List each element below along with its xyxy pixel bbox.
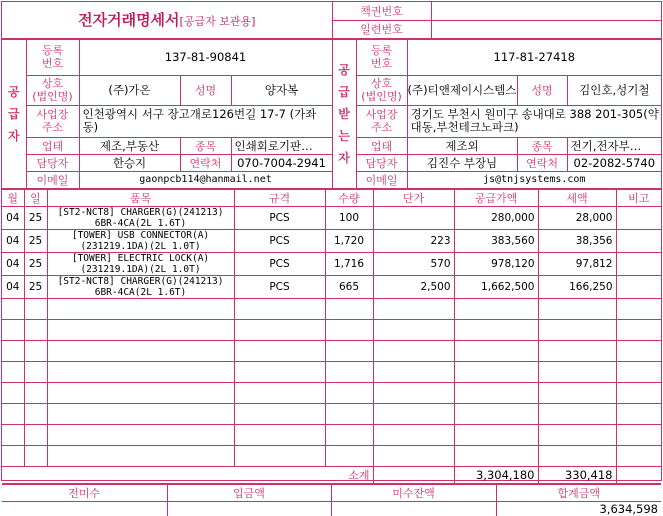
receiver-email: js@tnjsystems.com bbox=[407, 171, 661, 188]
empty-row bbox=[2, 403, 661, 424]
cell-item bbox=[47, 445, 234, 466]
cell-tax: 28,000 bbox=[538, 206, 616, 229]
items-table bbox=[2, 189, 661, 484]
cell-tax bbox=[538, 319, 616, 340]
cell-item bbox=[47, 298, 234, 319]
cell-supply-amount bbox=[454, 319, 538, 340]
cell-qty: 1,716 bbox=[325, 252, 373, 275]
table-row bbox=[2, 206, 661, 229]
cell-day bbox=[24, 319, 47, 340]
cell-month bbox=[2, 298, 24, 319]
cell-month bbox=[2, 361, 24, 382]
cell-day bbox=[24, 424, 47, 445]
subtotal-supply-amount: 3,304,180 bbox=[454, 466, 538, 483]
supplier-contact-label: 연락처 bbox=[180, 154, 231, 171]
cell-spec bbox=[234, 424, 325, 445]
supplier-email-label: 이메일 bbox=[26, 171, 79, 188]
cell-note bbox=[616, 229, 661, 252]
receiver-business-item: 전기,전자부… bbox=[567, 137, 661, 154]
cell-qty bbox=[325, 424, 373, 445]
cell-note bbox=[616, 361, 661, 382]
cell-spec bbox=[234, 403, 325, 424]
cell-spec: PCS bbox=[234, 206, 325, 229]
empty-row bbox=[2, 361, 661, 382]
cell-tax bbox=[538, 445, 616, 466]
cell-day: 25 bbox=[24, 275, 47, 298]
cell-month bbox=[2, 403, 24, 424]
cell-unit-price bbox=[373, 424, 454, 445]
cell-supply-amount bbox=[454, 382, 538, 403]
totals-table bbox=[2, 484, 661, 516]
transaction-statement bbox=[1, 1, 662, 481]
cell-note bbox=[616, 382, 661, 403]
table-row bbox=[2, 229, 661, 252]
cell-day: 25 bbox=[24, 229, 47, 252]
cell-qty: 665 bbox=[325, 275, 373, 298]
cell-supply-amount bbox=[454, 361, 538, 382]
cell-unit-price: 570 bbox=[373, 252, 454, 275]
cell-supply-amount: 1,662,500 bbox=[454, 275, 538, 298]
table-row bbox=[2, 252, 661, 275]
supplier-business-type: 제조,부동산 bbox=[79, 137, 180, 154]
receiver-business-item-label: 종목 bbox=[517, 137, 567, 154]
cell-day bbox=[24, 361, 47, 382]
copy-label: [공급자 보관용] bbox=[180, 15, 256, 28]
receiver-name-label: 성명 bbox=[517, 75, 567, 105]
cell-note bbox=[616, 403, 661, 424]
cell-tax bbox=[538, 298, 616, 319]
supplier-name: 양자복 bbox=[231, 75, 332, 105]
cell-spec bbox=[234, 319, 325, 340]
supplier-business-item: 인쇄회로기판… bbox=[231, 137, 332, 154]
receiver-contact-label: 연락처 bbox=[517, 154, 567, 171]
unpaid-value bbox=[2, 501, 167, 516]
receiver-contact: 02-2082-5740 bbox=[567, 154, 661, 171]
col-tax: 세액 bbox=[538, 189, 616, 206]
empty-row bbox=[2, 298, 661, 319]
receiver-side-text: 공급받는자 bbox=[338, 59, 350, 169]
subtotal-tax: 330,418 bbox=[538, 466, 616, 483]
supplier-email: gaonpcb114@hanmail.net bbox=[79, 171, 332, 188]
cell-item bbox=[47, 319, 234, 340]
cell-unit-price bbox=[373, 445, 454, 466]
cell-month: 04 bbox=[2, 275, 24, 298]
cell-spec: PCS bbox=[234, 252, 325, 275]
supplier-name-label: 성명 bbox=[180, 75, 231, 105]
cell-qty: 100 bbox=[325, 206, 373, 229]
balance-label: 미수잔액 bbox=[331, 484, 496, 501]
supplier-address: 인천광역시 서구 장고개로126번길 17-7 (가좌동) bbox=[79, 105, 332, 137]
cell-spec bbox=[234, 445, 325, 466]
cell-item bbox=[47, 424, 234, 445]
cell-day bbox=[24, 340, 47, 361]
cell-day bbox=[24, 382, 47, 403]
cell-qty bbox=[325, 361, 373, 382]
col-qty: 수량 bbox=[325, 189, 373, 206]
col-spec: 규격 bbox=[234, 189, 325, 206]
empty-row bbox=[2, 445, 661, 466]
cell-day: 25 bbox=[24, 252, 47, 275]
title-text: 전자거래명세서 bbox=[78, 11, 179, 29]
empty-row bbox=[2, 382, 661, 403]
cell-spec: PCS bbox=[234, 229, 325, 252]
cell-unit-price bbox=[373, 319, 454, 340]
cell-qty bbox=[325, 445, 373, 466]
cell-supply-amount bbox=[454, 340, 538, 361]
cell-supply-amount: 383,560 bbox=[454, 229, 538, 252]
cell-supply-amount bbox=[454, 445, 538, 466]
cell-month: 04 bbox=[2, 229, 24, 252]
subtotal-note bbox=[616, 466, 661, 483]
cell-supply-amount bbox=[454, 424, 538, 445]
serial-no-value bbox=[431, 20, 661, 38]
cell-spec bbox=[234, 298, 325, 319]
cell-item: [ST2-NCT8] CHARGER(G)(241213) 6BR-4CA(2L 1.6T) bbox=[47, 206, 234, 229]
received-label: 입금액 bbox=[167, 484, 331, 501]
cell-note bbox=[616, 319, 661, 340]
cell-qty bbox=[325, 298, 373, 319]
receiver-manager: 김진수 부장님 bbox=[407, 154, 517, 171]
total-label: 합계금액 bbox=[496, 484, 661, 501]
unpaid-label: 전미수 bbox=[2, 484, 167, 501]
receiver-business-type: 제조외 bbox=[407, 137, 517, 154]
receiver-company: (주)티앤제이시스템스 bbox=[407, 75, 517, 105]
cell-item: [TOWER] USB CONNECTOR(A) (231219.1DA)(2L 1.0T) bbox=[47, 229, 234, 252]
empty-row bbox=[2, 319, 661, 340]
cell-tax: 166,250 bbox=[538, 275, 616, 298]
col-day: 일 bbox=[24, 189, 47, 206]
cell-month bbox=[2, 382, 24, 403]
receiver-email-label: 이메일 bbox=[356, 171, 407, 188]
receiver-manager-label: 담당자 bbox=[356, 154, 407, 171]
cell-tax: 97,812 bbox=[538, 252, 616, 275]
cell-supply-amount: 280,000 bbox=[454, 206, 538, 229]
receiver-side-label bbox=[332, 39, 356, 188]
item-rows bbox=[2, 206, 661, 466]
col-month: 월 bbox=[2, 189, 24, 206]
cell-note bbox=[616, 252, 661, 275]
supplier-address-label: 사업장 주소 bbox=[26, 105, 79, 137]
cell-qty bbox=[325, 382, 373, 403]
cell-item: [ST2-NCT8] CHARGER(G)(241213) 6BR-4CA(2L 1.6T) bbox=[47, 275, 234, 298]
subtotal-label: 소계 bbox=[2, 466, 373, 483]
cell-day bbox=[24, 403, 47, 424]
cell-unit-price bbox=[373, 340, 454, 361]
supplier-business-type-label: 업태 bbox=[26, 137, 79, 154]
cell-tax: 38,356 bbox=[538, 229, 616, 252]
document-title bbox=[2, 2, 332, 38]
cell-supply-amount bbox=[454, 403, 538, 424]
supplier-reg-no-label: 등록 번호 bbox=[26, 39, 79, 75]
cell-tax bbox=[538, 340, 616, 361]
cell-spec bbox=[234, 382, 325, 403]
cell-month bbox=[2, 424, 24, 445]
receiver-reg-no: 117-81-27418 bbox=[407, 39, 661, 75]
cell-item bbox=[47, 340, 234, 361]
cell-item bbox=[47, 382, 234, 403]
cell-item bbox=[47, 403, 234, 424]
cell-qty bbox=[325, 403, 373, 424]
cell-month bbox=[2, 445, 24, 466]
cell-unit-price bbox=[373, 403, 454, 424]
cell-tax bbox=[538, 361, 616, 382]
col-item: 품목 bbox=[47, 189, 234, 206]
book-no-label: 책권번호 bbox=[332, 2, 431, 20]
receiver-name: 김인호,성기철 bbox=[567, 75, 661, 105]
cell-tax bbox=[538, 424, 616, 445]
cell-qty bbox=[325, 319, 373, 340]
supplier-business-item-label: 종목 bbox=[180, 137, 231, 154]
total-value: 3,634,598 bbox=[496, 501, 661, 516]
supplier-side-label bbox=[2, 39, 26, 188]
supplier-reg-no: 137-81-90841 bbox=[79, 39, 332, 75]
supplier-company-label: 상호 (법인명) bbox=[26, 75, 79, 105]
col-note: 비고 bbox=[616, 189, 661, 206]
cell-tax bbox=[538, 403, 616, 424]
cell-month bbox=[2, 319, 24, 340]
supplier-side-text: 공급자 bbox=[8, 81, 20, 147]
cell-item bbox=[47, 361, 234, 382]
receiver-business-type-label: 업태 bbox=[356, 137, 407, 154]
col-unit-price: 단가 bbox=[373, 189, 454, 206]
subtotal-unit-price bbox=[373, 466, 454, 483]
cell-item: [TOWER] ELECTRIC LOCK(A) (231219.1DA)(2L 1.0T) bbox=[47, 252, 234, 275]
cell-note bbox=[616, 206, 661, 229]
cell-day: 25 bbox=[24, 206, 47, 229]
supplier-contact: 070-7004-2941 bbox=[231, 154, 332, 171]
cell-unit-price bbox=[373, 298, 454, 319]
book-no-value bbox=[431, 2, 661, 20]
cell-unit-price: 2,500 bbox=[373, 275, 454, 298]
serial-no-label: 일련번호 bbox=[332, 20, 431, 38]
cell-note bbox=[616, 424, 661, 445]
cell-month bbox=[2, 340, 24, 361]
cell-qty bbox=[325, 340, 373, 361]
cell-unit-price bbox=[373, 206, 454, 229]
table-row bbox=[2, 275, 661, 298]
balance-value bbox=[331, 501, 496, 516]
cell-spec: PCS bbox=[234, 275, 325, 298]
parties-table bbox=[2, 39, 661, 189]
supplier-company: (주)가온 bbox=[79, 75, 180, 105]
cell-unit-price: 223 bbox=[373, 229, 454, 252]
cell-note bbox=[616, 340, 661, 361]
cell-qty: 1,720 bbox=[325, 229, 373, 252]
cell-day bbox=[24, 445, 47, 466]
cell-supply-amount: 978,120 bbox=[454, 252, 538, 275]
header-table bbox=[2, 2, 661, 39]
col-supply-amount: 공급가액 bbox=[454, 189, 538, 206]
supplier-manager-label: 담당자 bbox=[26, 154, 79, 171]
cell-note bbox=[616, 445, 661, 466]
supplier-manager: 한승지 bbox=[79, 154, 180, 171]
cell-spec bbox=[234, 340, 325, 361]
cell-note bbox=[616, 275, 661, 298]
empty-row bbox=[2, 424, 661, 445]
cell-month: 04 bbox=[2, 252, 24, 275]
cell-unit-price bbox=[373, 361, 454, 382]
cell-month: 04 bbox=[2, 206, 24, 229]
receiver-reg-no-label: 등록 번호 bbox=[356, 39, 407, 75]
empty-row bbox=[2, 340, 661, 361]
received-value bbox=[167, 501, 331, 516]
cell-unit-price bbox=[373, 382, 454, 403]
cell-spec bbox=[234, 361, 325, 382]
receiver-address-label: 사업장 주소 bbox=[356, 105, 407, 137]
cell-note bbox=[616, 298, 661, 319]
cell-day bbox=[24, 298, 47, 319]
receiver-company-label: 상호 (법인명) bbox=[356, 75, 407, 105]
cell-tax bbox=[538, 382, 616, 403]
receiver-address: 경기도 부천시 원미구 송내대로 388 201-305(약대동,부천테크노파크) bbox=[407, 105, 661, 137]
cell-supply-amount bbox=[454, 298, 538, 319]
